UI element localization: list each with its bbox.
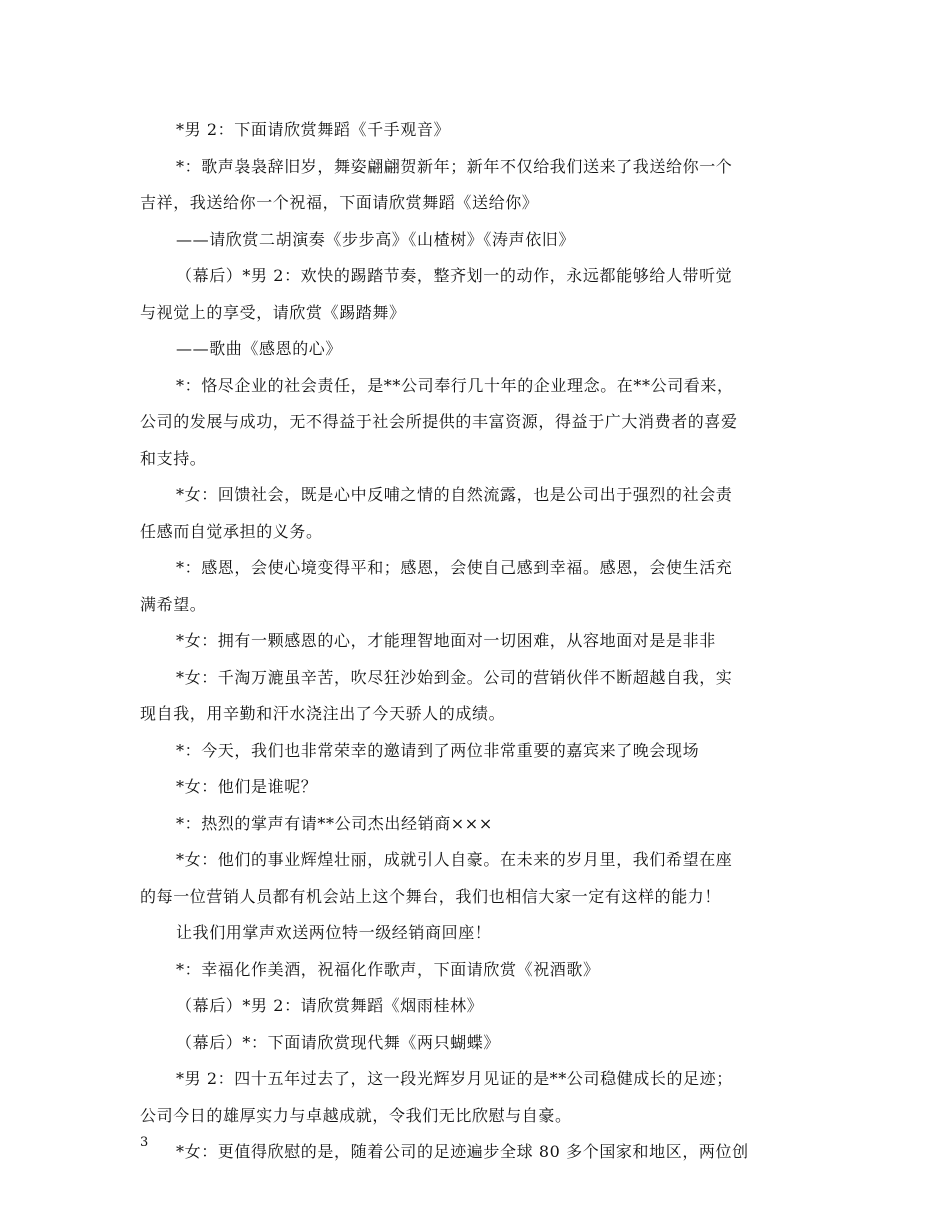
text-line: ——请欣赏二胡演奏《步步高》《山楂树》《涛声依旧》	[176, 229, 576, 249]
text-line: 公司的发展与成功，无不得益于社会所提供的丰富资源，得益于广大消费者的喜爱	[140, 412, 738, 431]
body-text	[140, 112, 810, 1171]
text-line: 和支持。	[140, 448, 207, 468]
text-line: 任感而自觉承担的义务。	[140, 521, 323, 541]
text-line: *男 2：四十五年过去了，这一段光辉岁月见证的是**公司稳健成长的足迹；	[176, 1069, 733, 1088]
text-line: 的每一位营销人员都有机会站上这个舞台，我们也相信大家一定有这样的能力！	[140, 886, 722, 906]
page-number: 3	[140, 1135, 149, 1150]
text-line: *女：更值得欣慰的是，随着公司的足迹遍步全球 80 多个国家和地区，两位创	[176, 1142, 749, 1161]
text-line: *女：他们的事业辉煌壮丽，成就引人自豪。在未来的岁月里，我们希望在座	[176, 850, 733, 869]
text-line: *：热烈的掌声有请**公司杰出经销商×××	[176, 813, 493, 833]
text-line: *男 2：下面请欣赏舞蹈《千手观音》	[176, 120, 451, 139]
text-line: *女：千淘万漉虽辛苦，吹尽狂沙始到金。公司的营销伙伴不断超越自我，实	[176, 667, 733, 687]
text-line: 现自我，用辛勤和汗水浇注出了今天骄人的成绩。	[140, 704, 506, 723]
text-line: *女：回馈社会，既是心中反哺之情的自然流露，也是公司出于强烈的社会责	[176, 485, 733, 504]
text-line: *：恪尽企业的社会责任，是**公司奉行几十年的企业理念。在**公司看来，	[176, 375, 734, 395]
text-line: *女：拥有一颗感恩的心，才能理智地面对一切困难，从容地面对是是非非	[176, 631, 716, 650]
text-line: *：幸福化作美酒，祝福化作歌声，下面请欣赏《祝酒歌》	[176, 959, 600, 979]
text-line: 让我们用掌声欢送两位特一级经销商回座！	[176, 923, 492, 942]
text-line: （幕后）*：下面请欣赏现代舞《两只蝴蝶》	[176, 1032, 501, 1052]
text-line: 与视觉上的享受，请欣赏《踢踏舞》	[140, 302, 406, 322]
text-line: 吉祥，我送给你一个祝福，下面请欣赏舞蹈《送给你》	[140, 193, 539, 212]
text-line: *：歌声袅袅辞旧岁，舞姿翩翩贺新年；新年不仅给我们送来了我送给你一个	[176, 156, 733, 176]
text-line: （幕后）*男 2：欢快的踢踏节奏，整齐划一的动作，永远都能够给人带听觉	[176, 266, 733, 285]
text-line: *：今天，我们也非常荣幸的邀请到了两位非常重要的嘉宾来了晚会现场	[176, 740, 700, 760]
text-line: ——歌曲《感恩的心》	[176, 339, 343, 358]
text-line: 满希望。	[140, 594, 207, 614]
text-line: *：感恩，会使心境变得平和；感恩，会使自己感到幸福。感恩，会使生活充	[176, 558, 733, 577]
text-line: *女：他们是谁呢？	[176, 777, 318, 796]
text-line: 公司今日的雄厚实力与卓越成就，令我们无比欣慰与自豪。	[140, 1105, 572, 1125]
text-line: （幕后）*男 2：请欣赏舞蹈《烟雨桂林》	[176, 996, 484, 1015]
